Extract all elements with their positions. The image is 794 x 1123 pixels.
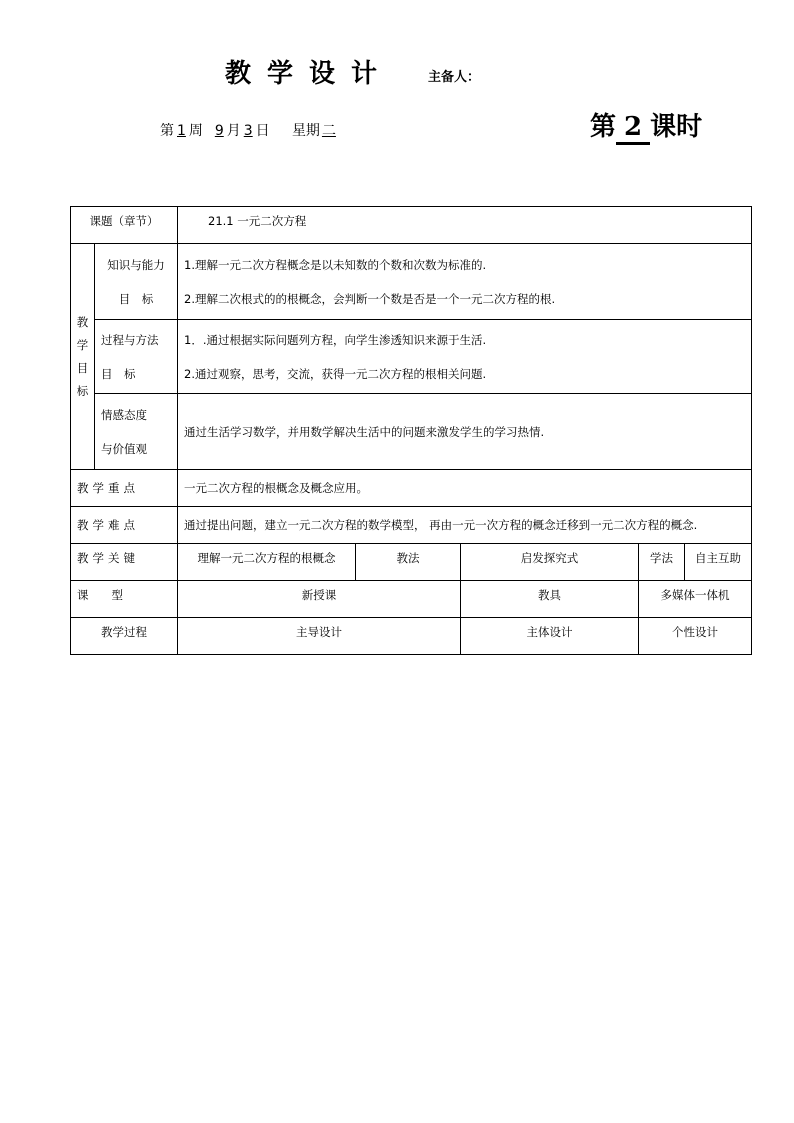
lead-design-label: 主导设计 (178, 618, 461, 655)
key-point-label: 教学重点 (71, 470, 178, 507)
emotion-goal-label (95, 394, 178, 470)
topic-label: 课题（章节） (71, 207, 178, 244)
lesson-period (590, 106, 702, 145)
tools-value: 多媒体一体机 (639, 581, 752, 618)
week-suffix: 周 (188, 123, 203, 139)
teaching-process-label: 教学过程 (71, 618, 178, 655)
knowledge-label-line1: 知识与能力 (107, 257, 165, 272)
teaching-goals-label (71, 244, 95, 470)
crux-value: 理解一元二次方程的根概念 (178, 544, 356, 581)
type-row (71, 581, 752, 618)
document-title: 教学设计 (225, 59, 394, 89)
study-label: 学法 (639, 544, 685, 581)
method-value: 启发探究式 (461, 544, 639, 581)
goals-char: 教 (76, 314, 89, 329)
month-value: 9 (214, 123, 224, 139)
goals-char: 标 (76, 383, 89, 398)
period-suffix: 课时 (650, 112, 703, 142)
type-value: 新授课 (178, 581, 461, 618)
personal-design-label: 个性设计 (639, 618, 752, 655)
topic-value: 21.1 一元二次方程 (178, 207, 752, 244)
lesson-plan-table (70, 206, 752, 655)
topic-row (71, 207, 752, 244)
main-design-label: 主体设计 (461, 618, 639, 655)
emotion-goal-content: 通过生活学习数学，并用数学解决生活中的问题来激发学生的学习热情. (178, 394, 752, 470)
crux-row (71, 544, 752, 581)
knowledge-goal-row (71, 244, 752, 320)
tools-label: 教具 (461, 581, 639, 618)
goals-char: 目 (76, 360, 89, 375)
period-prefix: 第 (590, 112, 617, 142)
month-label: 月 (226, 123, 241, 139)
emotion-goal-row (71, 394, 752, 470)
type-label: 课 型 (71, 581, 178, 618)
preparer-label: 主备人： (428, 70, 481, 85)
method-label: 教法 (356, 544, 461, 581)
process-label-line1: 过程与方法 (101, 332, 159, 347)
difficulty-row (71, 507, 752, 544)
key-point-value: 一元二次方程的根概念及概念应用。 (178, 470, 752, 507)
difficulty-value: 通过提出问题，建立一元二次方程的数学模型， 再由一元一次方程的概念迁移到一元二次方程的概念. (178, 507, 752, 544)
key-point-row (71, 470, 752, 507)
weekday-value: 二 (321, 123, 336, 139)
day-value: 3 (243, 123, 253, 139)
process-label-line2: 目 标 (101, 366, 136, 381)
knowledge-label-line2: 目 标 (118, 291, 154, 306)
week-number: 1 (177, 123, 186, 139)
crux-label: 教学关键 (71, 544, 178, 581)
difficulty-label: 教学难点 (71, 507, 178, 544)
process-goal-row (71, 320, 752, 394)
weekday-label: 星期 (291, 123, 320, 139)
knowledge-goal-label (95, 244, 178, 320)
knowledge-line2: 2.理解二次根式的的根概念，会判断一个数是否是一个一元二次方程的根. (184, 291, 556, 306)
week-prefix: 第 (160, 123, 174, 139)
process-goal-label (95, 320, 178, 394)
process-header-row (71, 618, 752, 655)
process-line2: 2.通过观察，思考，交流，获得一元二次方程的根相关问题. (184, 366, 487, 381)
date-line (160, 120, 344, 140)
emotion-label-line2: 与价值观 (101, 441, 147, 456)
day-label: 日 (255, 123, 270, 139)
process-line1: 1．.通过根据实际问题列方程，向学生渗透知识来源于生活. (184, 332, 487, 347)
goals-char: 学 (76, 337, 89, 352)
process-goal-content (178, 320, 752, 394)
knowledge-line1: 1.理解一元二次方程概念是以未知数的个数和次数为标准的. (184, 257, 487, 272)
period-number: 2 (616, 112, 650, 145)
study-value: 自主互助 (685, 544, 752, 581)
knowledge-goal-content (178, 244, 752, 320)
emotion-label-line1: 情感态度 (101, 407, 147, 422)
